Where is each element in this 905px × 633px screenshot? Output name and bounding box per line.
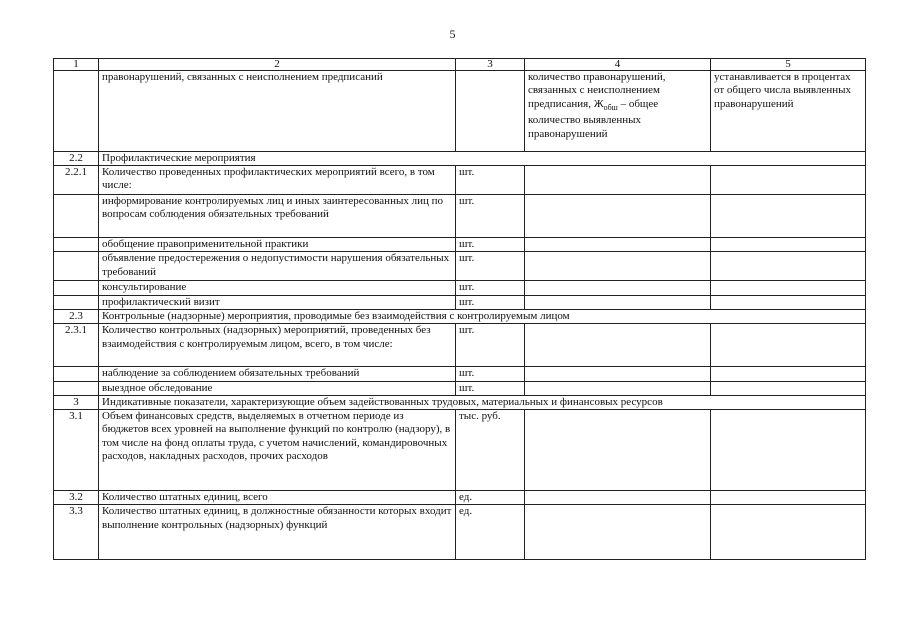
table-row: [54, 505, 866, 560]
empty-cell: [711, 410, 866, 491]
row-number: 2.3: [54, 310, 99, 324]
table-row: [54, 295, 866, 309]
indicator-name: выездное обследование: [99, 381, 456, 395]
table-row: [54, 381, 866, 395]
unit: [456, 71, 525, 152]
header-col-1: 1: [54, 59, 99, 71]
row-number: 2.2.1: [54, 166, 99, 195]
empty-cell: [525, 281, 711, 295]
empty-cell: [711, 252, 866, 281]
indicator-name: наблюдение за соблюдением обязательных требований: [99, 367, 456, 381]
header-col-3: 3: [456, 59, 525, 71]
indicator-name: объявление предостережения о недопустимости нарушения обязательных требований: [99, 252, 456, 281]
table-row: [54, 238, 866, 252]
empty-cell: [525, 381, 711, 395]
unit: шт.: [456, 195, 525, 238]
empty-cell: [711, 367, 866, 381]
empty-cell: [525, 324, 711, 367]
formula-text: количество правонарушений, связанных с неисполнением предписания, Ж: [528, 71, 666, 110]
unit: шт.: [456, 381, 525, 395]
table-row: [54, 410, 866, 491]
empty-cell: [711, 505, 866, 560]
row-number: [54, 252, 99, 281]
empty-cell: [525, 491, 711, 505]
unit: ед.: [456, 491, 525, 505]
empty-cell: [525, 252, 711, 281]
formula-subscript: обш: [603, 103, 618, 112]
empty-cell: [525, 367, 711, 381]
header-col-5: 5: [711, 59, 866, 71]
empty-cell: [711, 324, 866, 367]
unit: шт.: [456, 324, 525, 367]
empty-cell: [711, 281, 866, 295]
table-row: [54, 166, 866, 195]
empty-cell: [711, 381, 866, 395]
header-col-4: 4: [525, 59, 711, 71]
indicator-name: Объем финансовых средств, выделяемых в отчетном периоде из бюджетов всех уровней на выполнение функций по контролю (надзору), в том числе на фонд оплаты труда, с учетом начислений, командировочных расходов, накладных расходов, прочих расходов: [99, 410, 456, 491]
empty-cell: [525, 166, 711, 195]
unit: шт.: [456, 367, 525, 381]
unit: тыс. руб.: [456, 410, 525, 491]
indicator-name: Количество проведенных профилактических мероприятий всего, в том числе:: [99, 166, 456, 195]
row-number: [54, 195, 99, 238]
table-row: [54, 71, 866, 152]
empty-cell: [525, 295, 711, 309]
empty-cell: [525, 195, 711, 238]
indicator-name: обобщение правоприменительной практики: [99, 238, 456, 252]
empty-cell: [525, 410, 711, 491]
empty-cell: [711, 295, 866, 309]
row-number: 3: [54, 396, 99, 410]
row-number: [54, 71, 99, 152]
table-row: [54, 252, 866, 281]
section-title: Индикативные показатели, характеризующие объем задействованных трудовых, материальных и финансовых ресурсов: [99, 396, 866, 410]
formula-cell: [525, 71, 711, 152]
row-number: [54, 238, 99, 252]
section-row: [54, 152, 866, 166]
section-row: [54, 310, 866, 324]
row-number: 3.2: [54, 491, 99, 505]
row-number: [54, 367, 99, 381]
empty-cell: [711, 238, 866, 252]
empty-cell: [525, 505, 711, 560]
row-number: [54, 295, 99, 309]
indicator-name: Количество штатных единиц, всего: [99, 491, 456, 505]
unit: шт.: [456, 281, 525, 295]
indicators-table: [53, 58, 866, 560]
indicator-name: информирование контролируемых лиц и иных заинтересованных лиц по вопросам соблюдения обязательных требований: [99, 195, 456, 238]
row-number: 3.3: [54, 505, 99, 560]
note-cell: устанавливается в процентах от общего числа выявленных правонарушений: [711, 71, 866, 152]
unit: шт.: [456, 252, 525, 281]
page-number: 5: [449, 27, 456, 41]
table-row: [54, 491, 866, 505]
row-number: [54, 281, 99, 295]
header-col-2: 2: [99, 59, 456, 71]
indicator-name: Количество контрольных (надзорных) мероприятий, проведенных без взаимодействия с контролируемым лицом, всего, в том числе:: [99, 324, 456, 367]
indicator-name: Количество штатных единиц, в должностные обязанности которых входит выполнение контрольных (надзорных) функций: [99, 505, 456, 560]
header-row: [54, 59, 866, 71]
table-row: [54, 324, 866, 367]
empty-cell: [711, 166, 866, 195]
empty-cell: [711, 491, 866, 505]
formula-tail: – общее количество выявленных правонарушений: [528, 97, 659, 140]
table-row: [54, 367, 866, 381]
indicator-name: профилактический визит: [99, 295, 456, 309]
indicator-name: правонарушений, связанных с неисполнением предписаний: [99, 71, 456, 152]
table-row: [54, 281, 866, 295]
section-title: Контрольные (надзорные) мероприятия, проводимые без взаимодействия с контролируемым лицом: [99, 310, 866, 324]
row-number: [54, 381, 99, 395]
unit: шт.: [456, 238, 525, 252]
section-title: Профилактические мероприятия: [99, 152, 866, 166]
unit: шт.: [456, 295, 525, 309]
unit: ед.: [456, 505, 525, 560]
indicator-name: консультирование: [99, 281, 456, 295]
empty-cell: [711, 195, 866, 238]
section-row: [54, 396, 866, 410]
row-number: 3.1: [54, 410, 99, 491]
row-number: 2.2: [54, 152, 99, 166]
table-row: [54, 195, 866, 238]
empty-cell: [525, 238, 711, 252]
unit: шт.: [456, 166, 525, 195]
row-number: 2.3.1: [54, 324, 99, 367]
